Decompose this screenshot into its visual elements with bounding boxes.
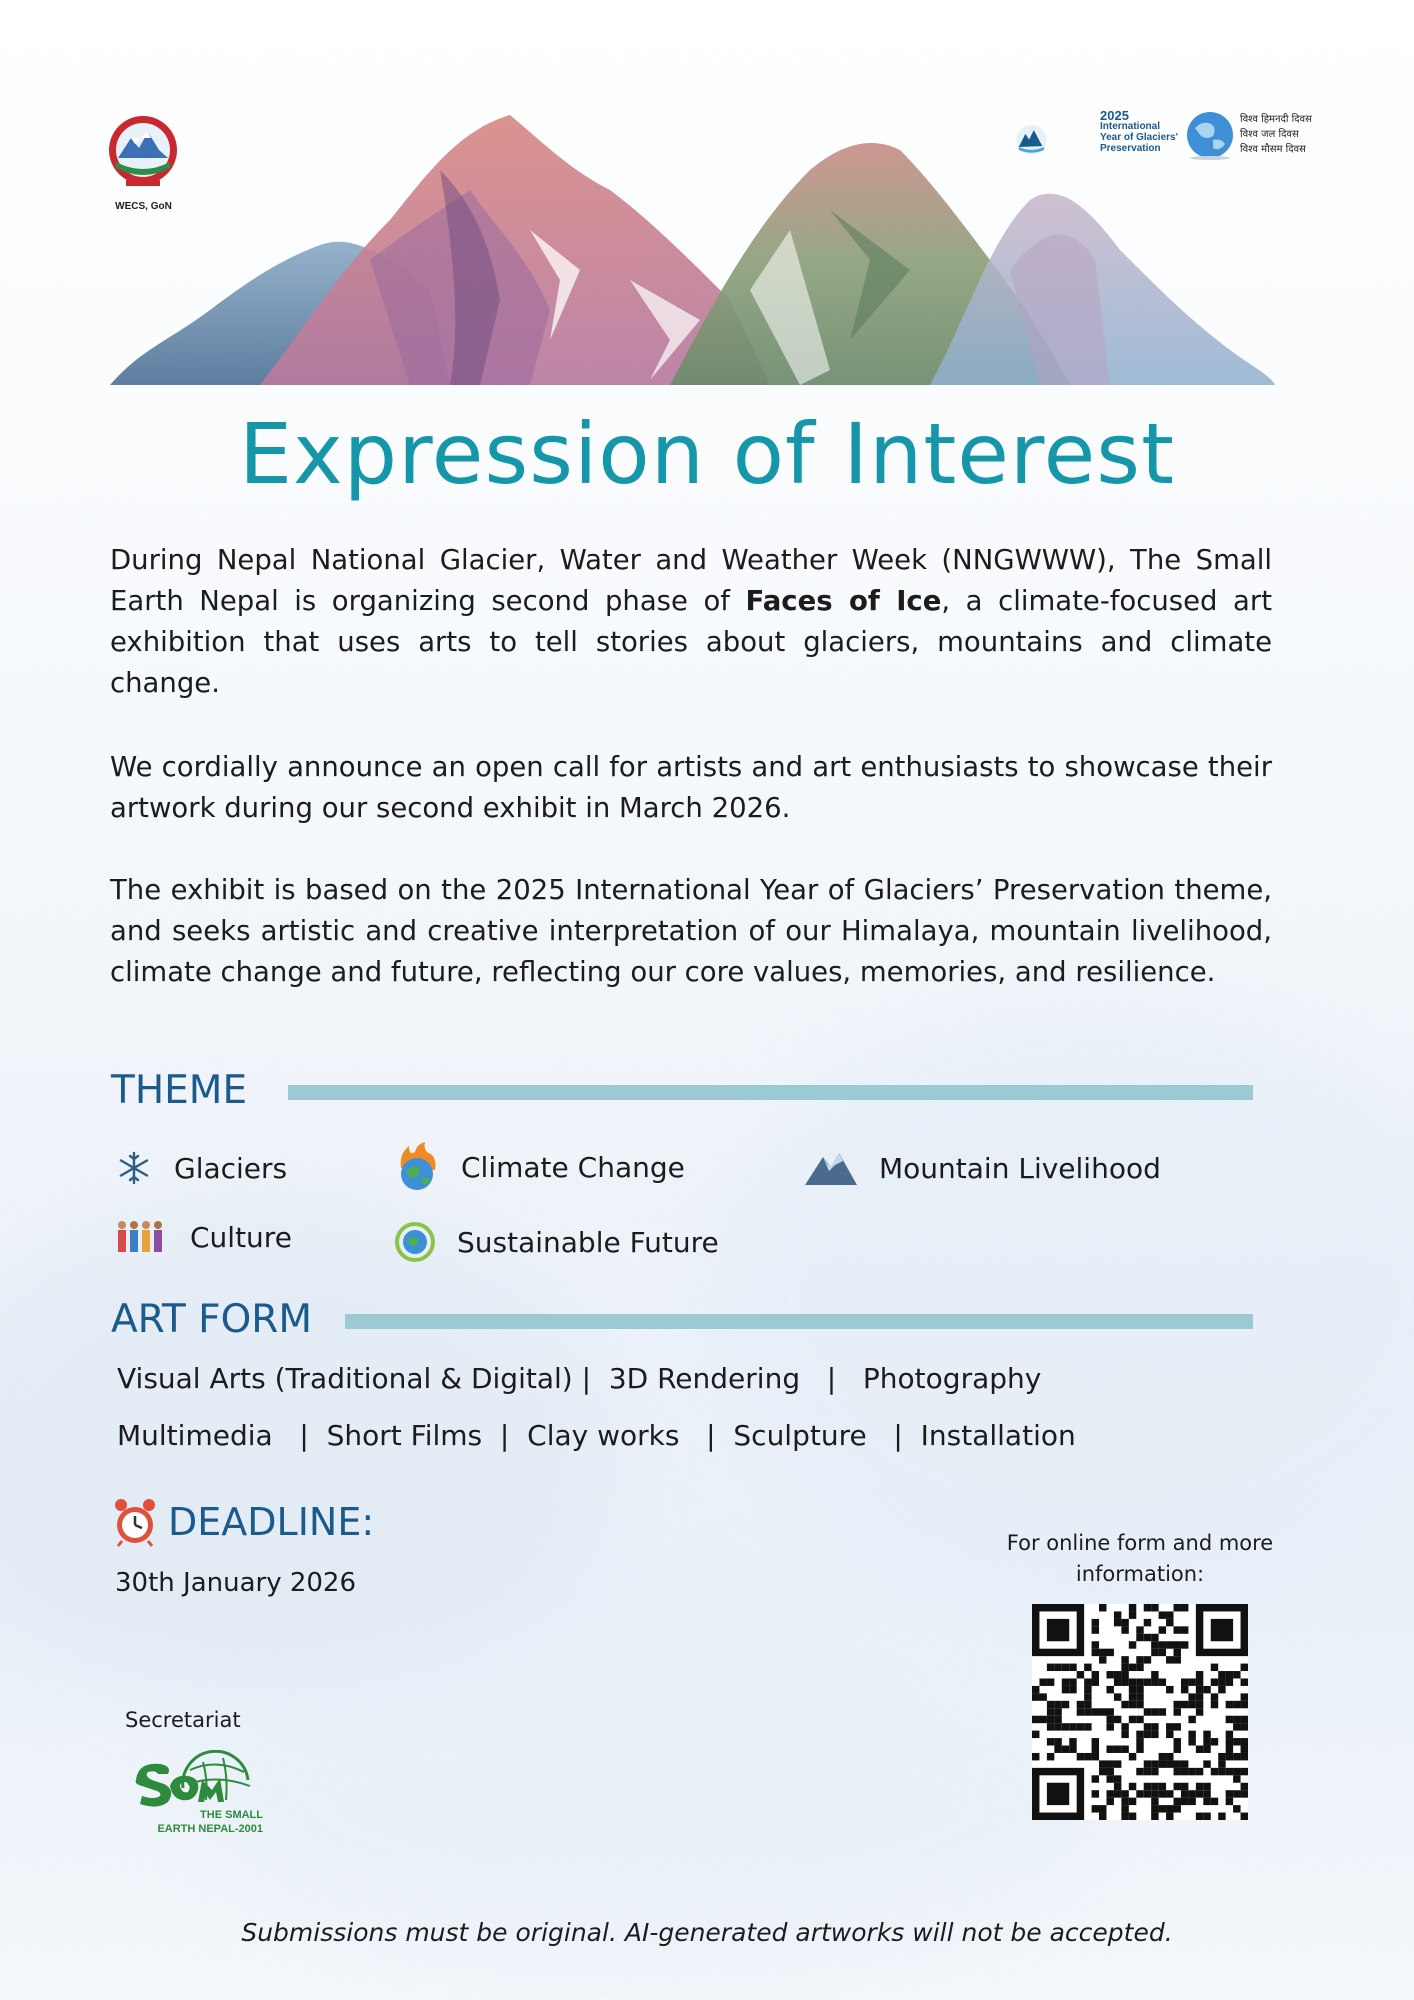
sen-logo-line-1: THE SMALL bbox=[200, 1809, 263, 1821]
theme-item-sustainable-future bbox=[395, 1222, 719, 1262]
deadline-date: 30th January 2026 bbox=[115, 1568, 357, 1598]
theme-label-glaciers: Glaciers bbox=[174, 1151, 288, 1185]
intro-paragraph-1 bbox=[110, 540, 1272, 704]
deadline-heading bbox=[112, 1497, 374, 1547]
iygp-name-line-3: Preservation bbox=[1100, 143, 1161, 154]
iygp-2025-logo bbox=[1015, 105, 1095, 175]
secretariat-label: Secretariat bbox=[125, 1708, 241, 1732]
intro-p1-after: , a climate-focused art exhibition that uses arts to tell stories about glaciers, mountains and climate change. bbox=[110, 585, 1272, 699]
iygp-name-line-1: International bbox=[1100, 121, 1161, 132]
theme-label-mountain-livelihood: Mountain Livelihood bbox=[879, 1151, 1161, 1185]
burning-earth-icon bbox=[395, 1142, 439, 1192]
theme-divider-bar bbox=[288, 1085, 1253, 1100]
theme-item-glaciers bbox=[116, 1150, 287, 1186]
page-title: Expression of Interest bbox=[238, 405, 1176, 503]
intro-paragraph-2: We cordially announce an open call for artists and art enthusiasts to showcase their artwork during our second exhibit in March 2026. bbox=[110, 751, 1272, 824]
government-of-nepal-emblem bbox=[96, 110, 191, 190]
alarm-clock-icon bbox=[112, 1497, 158, 1547]
theme-label-sustainable-future: Sustainable Future bbox=[457, 1225, 719, 1259]
wmo-line-1: विश्व हिमनदी दिवस bbox=[1240, 114, 1312, 125]
art-form-row-1: Visual Arts (Traditional & Digital) | 3D Rendering | Photography bbox=[117, 1362, 1042, 1395]
world-days-text bbox=[1240, 112, 1312, 157]
art-form-row-2: Multimedia | Short Films | Clay works | Sculpture | Installation bbox=[117, 1419, 1076, 1452]
mountain-icon bbox=[805, 1151, 857, 1185]
iygp-name-line-2: Year of Glaciers' bbox=[1100, 132, 1178, 143]
intro-paragraph-3: The exhibit is based on the 2025 International Year of Glaciers’ Preservation theme, and seeks artistic and creative interpretation of our Himalaya, mountain livelihood, climate change and future, reflecting our core values, memories, and resilience. bbox=[110, 874, 1272, 988]
theme-label-culture: Culture bbox=[190, 1220, 292, 1254]
iygp-logo-text bbox=[1100, 110, 1180, 154]
theme-heading: THEME bbox=[111, 1068, 248, 1113]
small-earth-nepal-logo bbox=[128, 1750, 268, 1838]
theme-label-climate-change: Climate Change bbox=[461, 1150, 685, 1184]
footer-note: Submissions must be original. AI-generated artworks will not be accepted. bbox=[241, 1918, 1173, 1947]
deadline-label: DEADLINE: bbox=[168, 1500, 375, 1544]
iygp-year: 2025 bbox=[1100, 108, 1129, 123]
theme-item-climate-change bbox=[395, 1142, 685, 1192]
wmo-line-3: विश्व मौसम दिवस bbox=[1240, 144, 1306, 155]
wmo-line-2: विश्व जल दिवस bbox=[1240, 129, 1299, 140]
online-form-info: For online form and more information: bbox=[1006, 1531, 1274, 1586]
theme-item-culture bbox=[116, 1219, 292, 1255]
people-icon bbox=[116, 1219, 168, 1255]
qr-code-icon[interactable] bbox=[1032, 1604, 1248, 1820]
world-days-globe-logo bbox=[1185, 110, 1235, 160]
sen-logo-line-2: EARTH NEPAL-2001 bbox=[157, 1823, 263, 1835]
intro-p1-before: During Nepal National Glacier, Water and Weather Week (NNGWWW), The Small Earth Nepal is organizing second phase of bbox=[110, 544, 1272, 617]
art-form-divider-bar bbox=[345, 1314, 1253, 1329]
recycle-globe-icon bbox=[395, 1222, 435, 1262]
snowflake-icon bbox=[116, 1150, 152, 1186]
theme-item-mountain-livelihood bbox=[805, 1151, 1161, 1185]
faces-of-ice-bold: Faces of Ice bbox=[745, 585, 942, 617]
gov-logo-label: WECS, GoN bbox=[115, 201, 172, 212]
art-form-heading: ART FORM bbox=[111, 1297, 313, 1342]
